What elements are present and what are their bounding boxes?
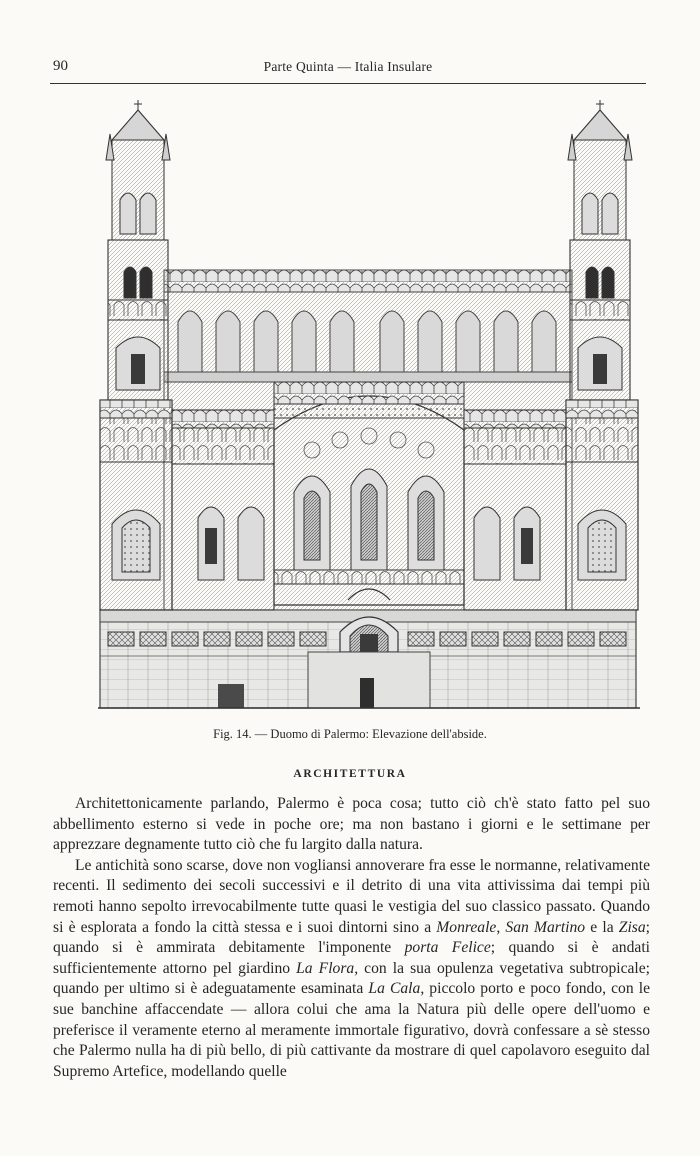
page-number: 90 xyxy=(53,58,68,74)
paragraph-2 xyxy=(53,856,650,1083)
place-name-zisa: Zisa xyxy=(618,918,646,936)
running-title: Parte Quinta — Italia Insulare xyxy=(263,59,433,74)
place-name-la-cala: La Cala xyxy=(368,980,421,998)
cathedral-apse-illustration xyxy=(98,100,640,710)
left-bell-tower xyxy=(100,100,172,610)
paragraph-1 xyxy=(53,794,650,856)
text-run: Le antichità sono scarse, dove non vogliansi annoverare fra esse le normanne, relativamente recenti. Il sedimento dei secoli successivi e il detrito di una vita attivissima dai tempi più remoti hanno sepolto irrevocabilmente tutte quasi le vestigia del suo classico passato. Quando si è esplorata a fondo la città stessa e i suoi dintorni sino a xyxy=(53,856,650,936)
text-run: e la xyxy=(585,918,619,936)
cathedral-engraving xyxy=(98,100,640,710)
text-run: , piccolo porto e poco fondo, con le sue banchine affaccendate — allora colui che ama la Natura più delle opere dell'uomo e preferisce il veramente eterno al meramente immortale figurativo, dovrà confessare a sè stesso che Palermo nulla ha di più bello, di più cattivante da mostrare di quel capolavoro eseguito dal Supremo Artefice, modellando quelle xyxy=(53,980,650,1080)
lattice-windows-right xyxy=(408,632,626,646)
text-run: ; quando si è andati sufficientemente attorno pel giardino xyxy=(53,939,650,977)
section-heading: ARCHITETTURA xyxy=(293,768,407,780)
page-header xyxy=(50,57,646,84)
text-run: , xyxy=(496,918,506,936)
text-run: ; quando si è ammirata debitamente l'imponente xyxy=(53,918,651,957)
place-name-monreale: Monreale xyxy=(436,918,497,936)
place-name-porta-felice: porta Felice xyxy=(404,939,491,957)
body-text xyxy=(53,794,650,1082)
right-bell-tower xyxy=(566,100,638,610)
place-name-san-martino: San Martino xyxy=(505,918,586,936)
lattice-windows-left xyxy=(108,632,326,646)
text-run: Architettonicamente parlando, Palermo è poca cosa; tutto ciò ch'è stato fatto pel suo abbellimento esterno si vede in poche ore; ma non bastano i giorni e le settimane per apprezzare degnamente tutto ciò che fu largito dalla natura. xyxy=(53,795,650,854)
figure-caption: Fig. 14. — Duomo di Palermo: Elevazione dell'abside. xyxy=(213,727,487,741)
text-run: , con la sua opulenza vegetativa subtropicale; quando per ultimo si è adeguatamente esaminata xyxy=(53,959,651,998)
place-name-la-flora: La Flora xyxy=(296,959,355,977)
